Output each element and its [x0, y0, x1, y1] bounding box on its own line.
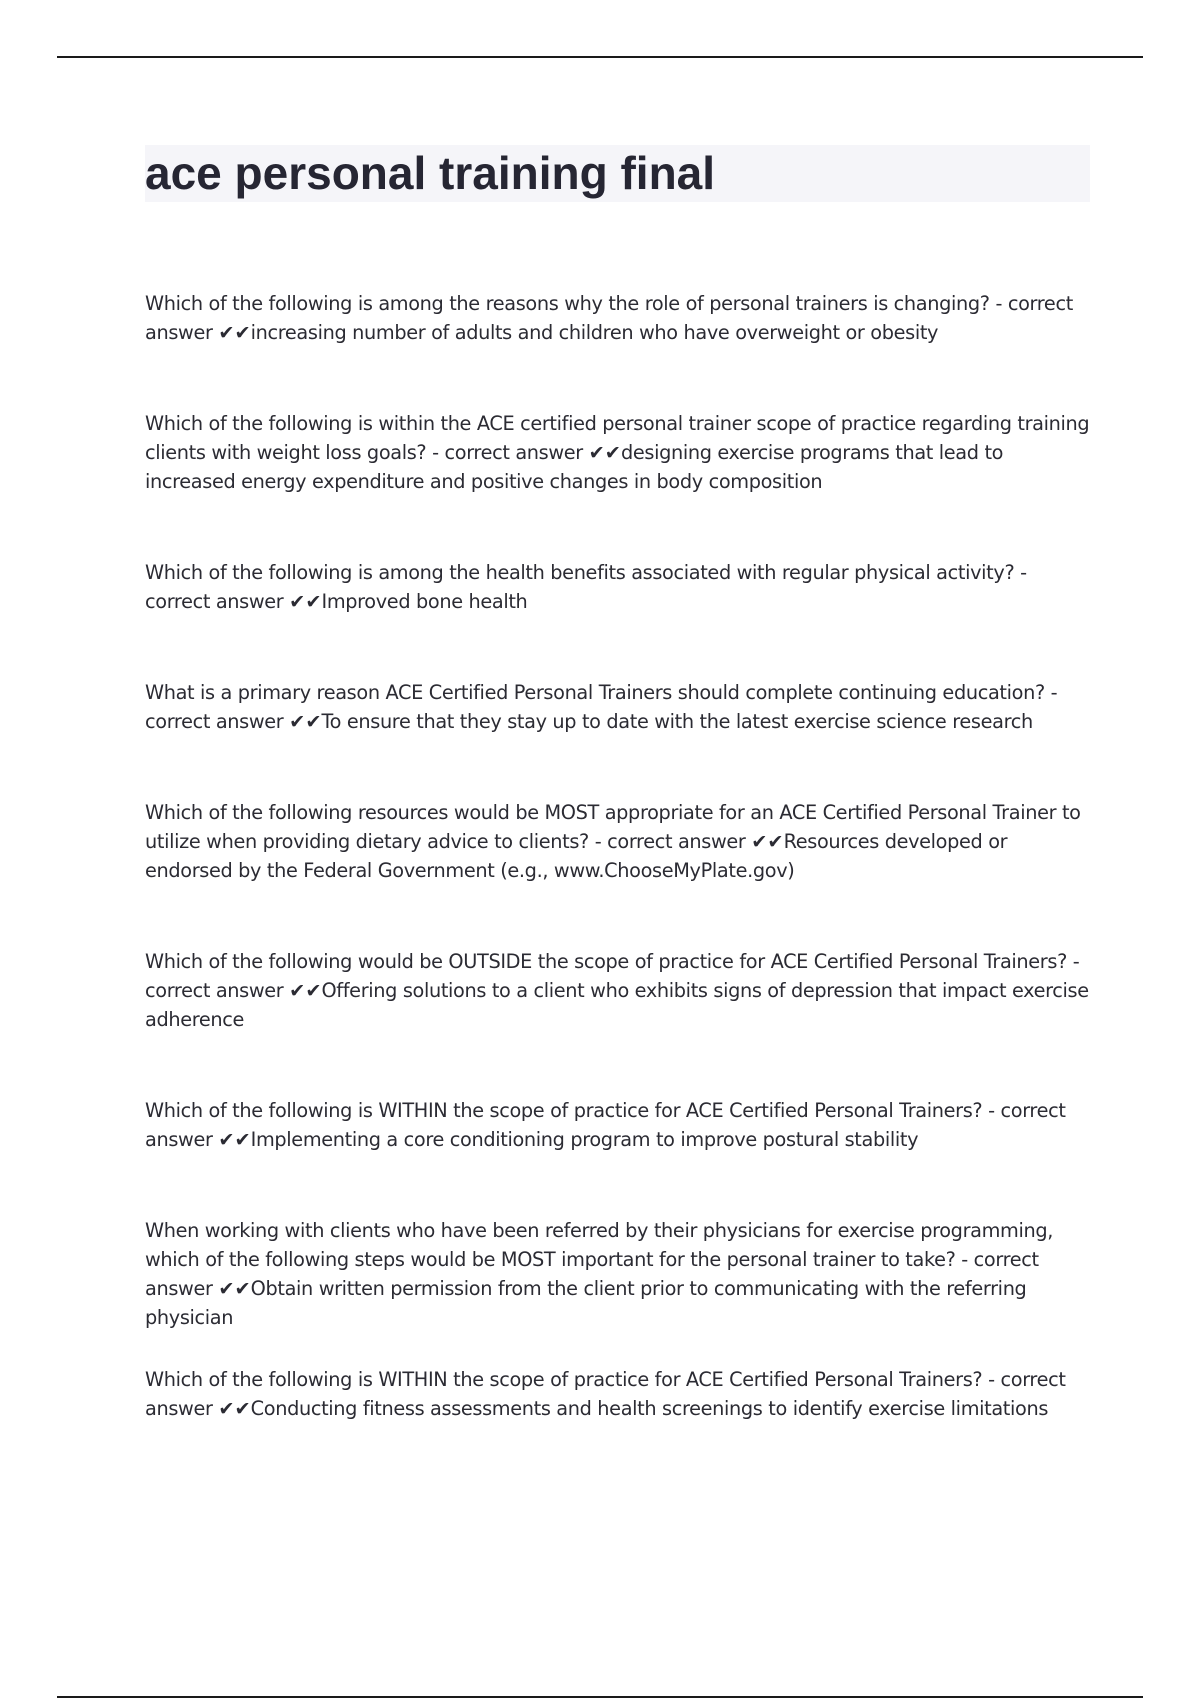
- check-marks-icon: ✔✔: [218, 1277, 251, 1300]
- answer-separator: - correct answer: [145, 292, 1073, 344]
- answer-text: designing exercise programs that lead to increased energy expenditure and positive changes in body composition: [145, 441, 1004, 493]
- check-marks-icon: ✔✔: [289, 590, 322, 613]
- qa-item: [145, 1365, 1090, 1423]
- question-text: Which of the following is among the health benefits associated with regular physical activity?: [145, 561, 1015, 584]
- answer-separator: - correct answer: [145, 561, 1027, 613]
- bottom-rule: [57, 1696, 1143, 1698]
- qa-item: [145, 947, 1090, 1096]
- answer-separator: - correct answer: [588, 830, 752, 853]
- answer-text: Offering solutions to a client who exhibits signs of depression that impact exercise adherence: [145, 979, 1089, 1031]
- check-marks-icon: ✔✔: [218, 321, 251, 344]
- qa-item: [145, 1216, 1090, 1365]
- answer-text: Conducting fitness assessments and health screenings to identify exercise limitations: [250, 1397, 1049, 1420]
- answer-separator: - correct answer: [145, 950, 1080, 1002]
- qa-item: [145, 678, 1090, 798]
- question-text: Which of the following is among the reasons why the role of personal trainers is changing?: [145, 292, 990, 315]
- answer-text: Implementing a core conditioning program to improve postural stability: [250, 1128, 919, 1151]
- answer-text: Improved bone health: [321, 590, 528, 613]
- qa-list: [145, 289, 1090, 1423]
- check-marks-icon: ✔✔: [751, 830, 784, 853]
- qa-item: [145, 409, 1090, 558]
- answer-separator: - correct answer: [145, 1248, 1039, 1300]
- answer-separator: - correct answer: [145, 1099, 1066, 1151]
- question-text: What is a primary reason ACE Certified Personal Trainers should complete continuing education?: [145, 681, 1045, 704]
- qa-item: [145, 558, 1090, 678]
- qa-item: [145, 1096, 1090, 1216]
- answer-separator: - correct answer: [145, 1368, 1066, 1420]
- answer-separator: - correct answer: [145, 681, 1058, 733]
- answer-text: increasing number of adults and children who have overweight or obesity: [250, 321, 939, 344]
- question-text: When working with clients who have been referred by their physicians for exercise programming, which of the following steps would be MOST important for the personal trainer to take?: [145, 1219, 1054, 1271]
- top-rule: [57, 56, 1143, 58]
- check-marks-icon: ✔✔: [218, 1397, 251, 1420]
- check-marks-icon: ✔✔: [289, 979, 322, 1002]
- page-title: ace personal training final: [145, 147, 716, 199]
- check-marks-icon: ✔✔: [588, 441, 621, 464]
- qa-item: [145, 289, 1090, 409]
- answer-text: Resources developed or endorsed by the Federal Government (e.g., www.ChooseMyPlate.gov): [145, 830, 1008, 882]
- question-text: Which of the following is WITHIN the scope of practice for ACE Certified Personal Trainers?: [145, 1368, 983, 1391]
- qa-item: [145, 798, 1090, 947]
- answer-text: To ensure that they stay up to date with the latest exercise science research: [321, 710, 1033, 733]
- answer-separator: - correct answer: [426, 441, 589, 464]
- question-text: Which of the following would be OUTSIDE the scope of practice for ACE Certified Personal Trainers?: [145, 950, 1067, 973]
- answer-text: Obtain written permission from the client prior to communicating with the referring physician: [145, 1277, 1027, 1329]
- question-text: Which of the following is within the ACE certified personal trainer scope of practice regarding training clients with weight loss goals?: [145, 412, 1090, 464]
- check-marks-icon: ✔✔: [218, 1128, 251, 1151]
- check-marks-icon: ✔✔: [289, 710, 322, 733]
- question-text: Which of the following is WITHIN the scope of practice for ACE Certified Personal Trainers?: [145, 1099, 983, 1122]
- question-text: Which of the following resources would be MOST appropriate for an ACE Certified Personal Trainer to utilize when providing dietary advice to clients?: [145, 801, 1081, 853]
